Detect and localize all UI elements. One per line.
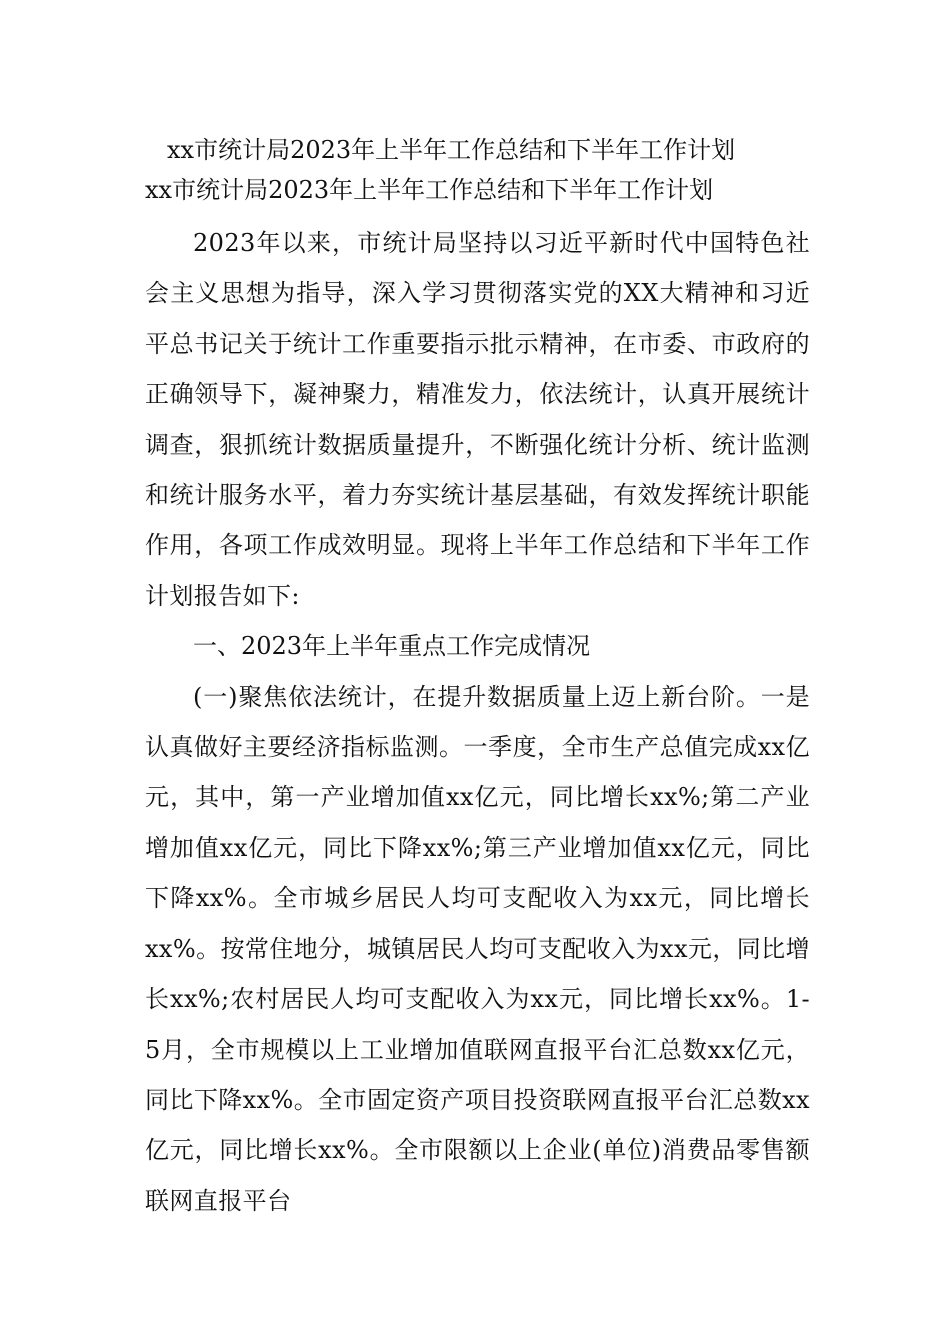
document-body: [145, 130, 810, 1226]
section-heading: 一、2023年上半年重点工作完成情况: [193, 632, 591, 661]
intro-paragraph: 2023年以来，市统计局坚持以习近平新时代中国特色社会主义思想为指导，深入学习贯彻落实党的XX大精神和习近平总书记关于统计工作重要指示批示精神，在市委、市政府的正确领导下，凝神聚力，精准发力，依法统计，认真开展统计调查，狠抓统计数据质量提升，不断强化统计分析、统计监测和统计服务水平，着力夯实统计基层基础，有效发挥统计职能作用，各项工作成效明显。现将上半年工作总结和下半年工作计划报告如下:: [145, 229, 810, 610]
document-title: xx市统计局2023年上半年工作总结和下半年工作计划: [167, 136, 736, 164]
section-paragraph: (一)聚焦依法统计，在提升数据质量上迈上新台阶。一是认真做好主要经济指标监测。一季度，全市生产总值完成xx亿元，其中，第一产业增加值xx亿元，同比增长xx%;第二产业增加值xx亿元，同比下降xx%;第三产业增加值xx亿元，同比下降xx%。全市城乡居民人均可支配收入为xx元，同比增长xx%。按常住地分，城镇居民人均可支配收入为xx元，同比增长xx%;农村居民人均可支配收入为xx元，同比增长xx%。1-5月，全市规模以上工业增加值联网直报平台汇总数xx亿元，同比下降xx%。全市固定资产项目投资联网直报平台汇总数xx亿元，同比增长xx%。全市限额以上企业(单位)消费品零售额联网直报平台: [145, 682, 810, 1215]
document-subtitle: xx市统计局2023年上半年工作总结和下半年工作计划: [145, 176, 714, 204]
